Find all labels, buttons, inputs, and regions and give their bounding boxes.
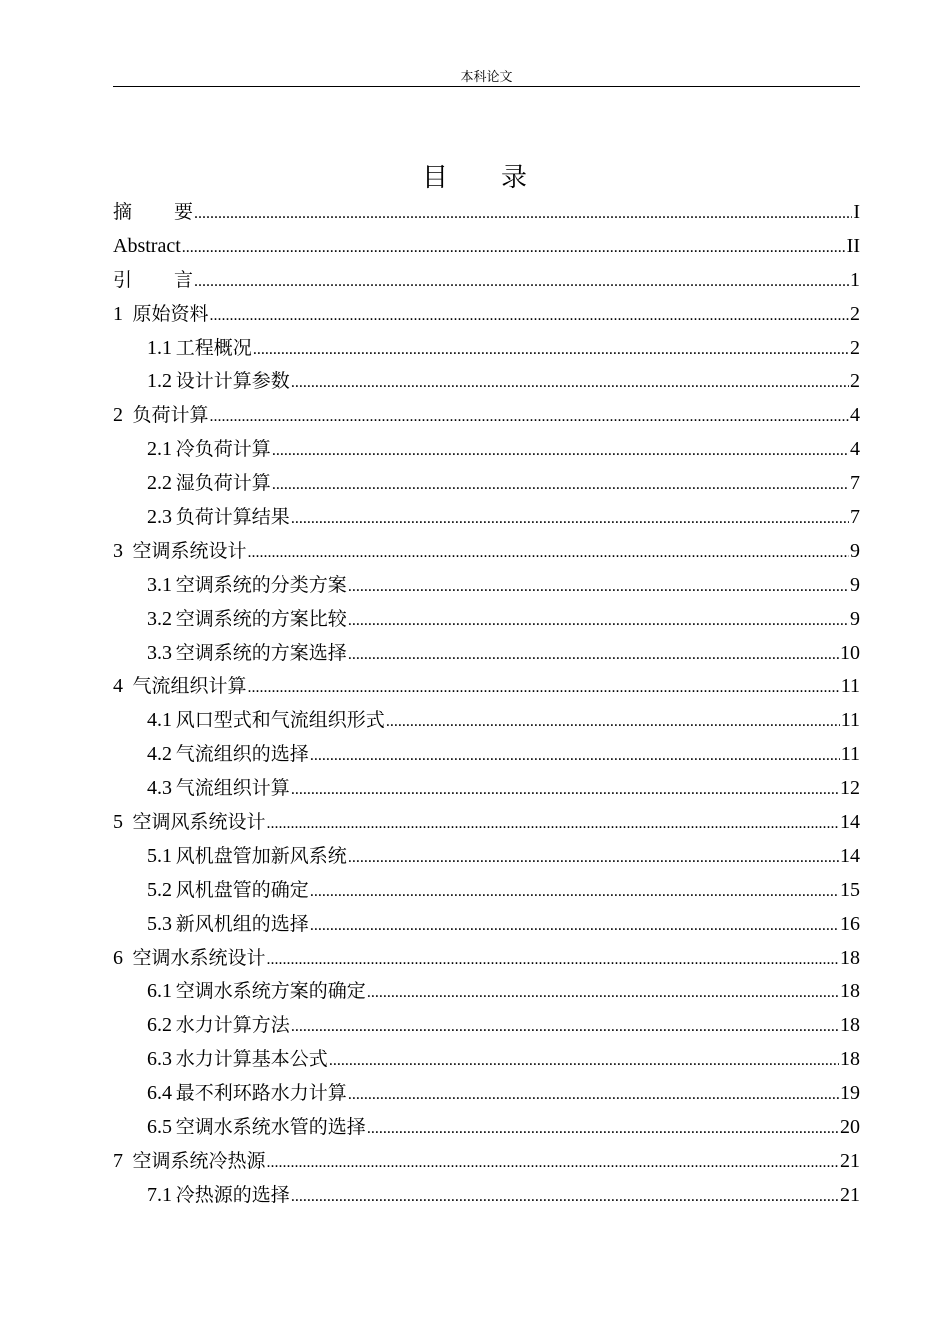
toc-entry-number: 1.2 [147, 370, 172, 393]
toc-entry-text: 空调水系统水管的选择 [175, 1116, 366, 1139]
toc-leader-dots [348, 604, 849, 637]
toc-entry-label [113, 806, 266, 840]
toc-entry-label [147, 1111, 366, 1145]
toc-entry-text: 空调系统的方案比较 [175, 607, 347, 630]
toc-entry-text: 气流组织的选择 [175, 743, 309, 766]
toc-entry[interactable] [113, 670, 860, 704]
toc-entry-number: 4.3 [147, 777, 172, 800]
toc-entry-page: 2 [850, 336, 860, 359]
toc-title-right: 录 [501, 163, 529, 193]
toc-entry-page: 9 [850, 573, 860, 596]
toc-leader-dots [310, 909, 839, 942]
toc-entry[interactable] [113, 501, 860, 535]
toc-entry-text: 最不利环路水力计算 [175, 1082, 347, 1105]
toc-entry-page: 9 [850, 607, 860, 630]
toc-entry-number: 6.5 [147, 1116, 172, 1139]
toc-entry-number: 6.2 [147, 1014, 172, 1037]
toc-entry[interactable] [113, 1043, 860, 1077]
toc-entry-number: 2.1 [147, 438, 172, 461]
toc-entry-label [147, 603, 347, 637]
toc-entry[interactable] [113, 264, 860, 298]
toc-entry-text: 引言 [113, 268, 236, 291]
toc-entry-label [147, 501, 290, 535]
toc-entry-number: 7 [113, 1149, 123, 1172]
table-of-contents [113, 196, 860, 1213]
toc-entry[interactable] [113, 1179, 860, 1213]
toc-entry-page: I [853, 201, 860, 223]
toc-entry[interactable] [113, 1077, 860, 1111]
toc-entry-text: 空调水系统方案的确定 [175, 980, 366, 1003]
toc-title [0, 162, 950, 194]
toc-entry-label [147, 840, 347, 874]
toc-entry[interactable] [113, 637, 860, 671]
toc-entry[interactable] [113, 738, 860, 772]
toc-leader-dots [210, 299, 849, 332]
toc-entry-label [113, 298, 209, 332]
toc-entry[interactable] [113, 840, 860, 874]
toc-entry-page: 12 [840, 777, 860, 800]
toc-entry-label [147, 332, 252, 366]
toc-entry[interactable] [113, 196, 860, 230]
toc-entry-number: 1 [113, 302, 123, 325]
toc-entry-label [147, 704, 385, 738]
toc-entry-page: 2 [850, 370, 860, 393]
toc-entry[interactable] [113, 467, 860, 501]
toc-entry-page: 21 [840, 1183, 860, 1206]
toc-entry-text: 空调系统的方案选择 [175, 641, 347, 664]
toc-entry-text: 空调系统的分类方案 [175, 573, 347, 596]
toc-entry-page: 20 [840, 1116, 860, 1139]
toc-leader-dots [291, 1180, 839, 1213]
toc-entry-page: 10 [840, 641, 860, 664]
toc-entry-label [147, 637, 347, 671]
toc-entry-text: 气流组织计算 [175, 777, 290, 800]
toc-entry-label [147, 467, 271, 501]
toc-entry-text: 气流组织计算 [132, 675, 247, 698]
toc-entry[interactable] [113, 942, 860, 976]
toc-leader-dots [291, 1010, 839, 1043]
toc-entry-label [147, 1077, 347, 1111]
toc-entry-page: 19 [840, 1082, 860, 1105]
toc-entry-page: 4 [850, 438, 860, 461]
toc-entry-page: 21 [840, 1149, 860, 1172]
toc-entry[interactable] [113, 399, 860, 433]
toc-entry-page: 11 [840, 709, 860, 732]
toc-leader-dots [291, 366, 849, 399]
toc-entry-label [147, 365, 290, 399]
toc-leader-dots [310, 875, 839, 908]
toc-entry-page: 18 [840, 1014, 860, 1037]
toc-leader-dots [367, 976, 839, 1009]
toc-entry-label [113, 399, 209, 433]
toc-entry-number: 4.1 [147, 709, 172, 732]
toc-entry-page: 7 [850, 472, 860, 495]
toc-entry[interactable] [113, 975, 860, 1009]
toc-entry-page: 14 [840, 844, 860, 867]
toc-entry[interactable] [113, 1009, 860, 1043]
toc-entry-label [147, 433, 271, 467]
toc-entry-number: 4.2 [147, 743, 172, 766]
toc-entry-label [113, 535, 247, 569]
toc-entry-text: 工程概况 [175, 336, 252, 359]
toc-entry-text: Abstract [113, 234, 181, 257]
toc-entry-number: 6 [113, 946, 123, 969]
toc-entry[interactable] [113, 332, 860, 366]
page-header [113, 66, 860, 87]
toc-entry-label [147, 772, 290, 806]
toc-entry-label [113, 670, 247, 704]
toc-entry-number: 3.1 [147, 573, 172, 596]
toc-entry-number: 3 [113, 539, 123, 562]
toc-entry-page: 18 [840, 980, 860, 1003]
toc-leader-dots [248, 536, 849, 569]
toc-entry-text: 设计计算参数 [175, 370, 290, 393]
toc-leader-dots [267, 943, 839, 976]
toc-entry[interactable] [113, 298, 860, 332]
toc-entry-text: 空调系统设计 [132, 539, 247, 562]
toc-entry-page: 4 [850, 404, 860, 427]
toc-entry[interactable] [113, 603, 860, 637]
toc-entry[interactable] [113, 230, 860, 264]
toc-entry-page: 2 [850, 302, 860, 325]
toc-entry-text: 水力计算方法 [175, 1014, 290, 1037]
toc-entry-text: 负荷计算结果 [175, 506, 290, 529]
toc-leader-dots [267, 807, 839, 840]
toc-entry[interactable] [113, 704, 860, 738]
toc-entry-text: 风口型式和气流组织形式 [175, 709, 385, 732]
toc-entry-label [147, 1179, 290, 1213]
toc-entry-text: 原始资料 [132, 302, 209, 325]
toc-entry-text: 冷负荷计算 [175, 438, 271, 461]
toc-entry-number: 6.4 [147, 1082, 172, 1105]
toc-leader-dots [194, 265, 849, 298]
toc-leader-dots [248, 671, 840, 704]
toc-entry-label [147, 738, 309, 772]
toc-entry[interactable] [113, 535, 860, 569]
toc-entry-text: 冷热源的选择 [175, 1183, 290, 1206]
toc-entry-page: 14 [840, 811, 860, 834]
toc-entry-number: 4 [113, 675, 123, 698]
toc-leader-dots [194, 197, 852, 230]
toc-entry-number: 2.3 [147, 506, 172, 529]
toc-leader-dots [291, 773, 839, 806]
toc-entry[interactable] [113, 772, 860, 806]
toc-entry-label [113, 942, 266, 976]
toc-leader-dots [386, 705, 840, 738]
toc-leader-dots [310, 739, 840, 772]
toc-entry[interactable] [113, 1145, 860, 1179]
toc-entry-label [147, 874, 309, 908]
toc-entry-number: 7.1 [147, 1183, 172, 1206]
toc-leader-dots [253, 333, 849, 366]
toc-entry[interactable] [113, 569, 860, 603]
toc-leader-dots [291, 502, 849, 535]
toc-entry-text: 负荷计算 [132, 404, 209, 427]
toc-entry-text: 新风机组的选择 [175, 912, 309, 935]
toc-entry-number: 6.1 [147, 980, 172, 1003]
toc-entry-number: 5 [113, 811, 123, 834]
toc-entry-text: 风机盘管的确定 [175, 878, 309, 901]
toc-entry-label [113, 230, 181, 264]
toc-leader-dots [348, 841, 839, 874]
toc-entry-number: 6.3 [147, 1048, 172, 1071]
toc-entry[interactable] [113, 433, 860, 467]
toc-entry-text: 摘要 [113, 201, 236, 223]
toc-entry-number: 2.2 [147, 472, 172, 495]
toc-entry-page: 18 [840, 1048, 860, 1071]
toc-entry-number: 3.3 [147, 641, 172, 664]
toc-leader-dots [182, 231, 846, 264]
toc-entry[interactable] [113, 908, 860, 942]
toc-entry-number: 5.2 [147, 878, 172, 901]
toc-entry-page: 11 [840, 743, 860, 766]
toc-entry[interactable] [113, 874, 860, 908]
toc-leader-dots [210, 400, 849, 433]
toc-entry[interactable] [113, 1111, 860, 1145]
toc-entry-label [113, 1145, 266, 1179]
toc-entry-text: 风机盘管加新风系统 [175, 844, 347, 867]
toc-leader-dots [367, 1112, 839, 1145]
toc-entry-page: 7 [850, 506, 860, 529]
toc-entry-page: 15 [840, 878, 860, 901]
toc-entry-text: 空调水系统设计 [132, 946, 266, 969]
toc-entry-label [147, 569, 347, 603]
toc-entry-page: 11 [840, 675, 860, 698]
toc-entry-text: 水力计算基本公式 [175, 1048, 328, 1071]
toc-entry-number: 5.3 [147, 912, 172, 935]
toc-entry-number: 2 [113, 404, 123, 427]
header-text: 本科论文 [460, 70, 513, 85]
toc-entry-label [147, 975, 366, 1009]
toc-leader-dots [267, 1146, 839, 1179]
toc-leader-dots [348, 570, 849, 603]
toc-leader-dots [329, 1044, 839, 1077]
toc-entry-label [147, 1043, 328, 1077]
toc-entry[interactable] [113, 806, 860, 840]
toc-entry-text: 湿负荷计算 [175, 472, 271, 495]
toc-entry-page: 1 [850, 268, 860, 291]
toc-entry-number: 5.1 [147, 844, 172, 867]
toc-entry-number: 3.2 [147, 607, 172, 630]
toc-entry-label [147, 908, 309, 942]
toc-entry-text: 空调风系统设计 [132, 811, 266, 834]
toc-entry-page: 16 [840, 912, 860, 935]
toc-entry-number: 1.1 [147, 336, 172, 359]
toc-entry-page: 9 [850, 539, 860, 562]
toc-entry-page: 18 [840, 946, 860, 969]
toc-entry-page: II [846, 234, 860, 257]
toc-leader-dots [272, 434, 849, 467]
toc-leader-dots [348, 1078, 839, 1111]
toc-title-left: 目 [421, 163, 449, 193]
toc-leader-dots [272, 468, 849, 501]
toc-entry-text: 空调系统冷热源 [132, 1149, 266, 1172]
toc-entry[interactable] [113, 365, 860, 399]
toc-entry-label [147, 1009, 290, 1043]
toc-leader-dots [348, 638, 839, 671]
